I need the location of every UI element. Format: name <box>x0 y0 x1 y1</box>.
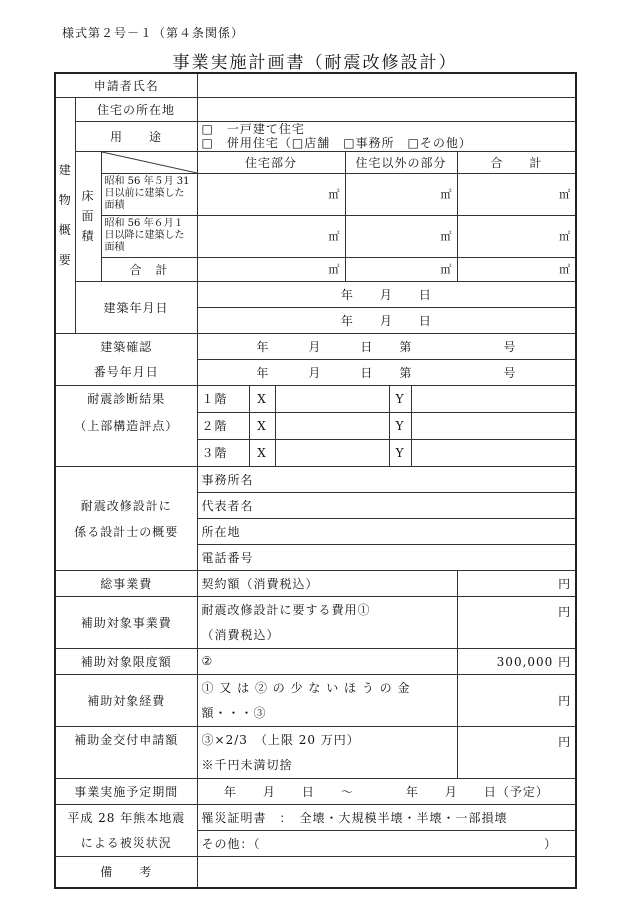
request-text-1: ③×2/3 （上限 20 万円） <box>197 726 457 752</box>
after-non-residential-area[interactable]: ㎡ <box>345 215 457 257</box>
row-after-label: 昭和 56 年６月１日以降に建築した面積 <box>101 215 197 257</box>
built-date-label: 建築年月日 <box>75 281 197 333</box>
remarks-label: 備 考 <box>55 856 197 888</box>
use-options[interactable] <box>197 121 576 151</box>
architect-office-name[interactable]: 事務所名 <box>197 466 576 492</box>
request-label: 補助金交付申請額 <box>55 726 197 752</box>
request-amount[interactable]: 円 <box>457 726 576 778</box>
row-before-label: 昭和 56 年５月 31 日以前に建築した面積 <box>101 173 197 215</box>
architect-representative[interactable]: 代表者名 <box>197 492 576 518</box>
expense-text-2: 額・・・③ <box>197 700 457 726</box>
floor-1-x-label: X <box>249 385 275 412</box>
floor-3-label: ３階 <box>197 439 249 466</box>
total-cost-label: 総事業費 <box>55 570 197 596</box>
built-date-field-2[interactable]: 年 月 日 <box>197 307 576 333</box>
grand-total-area[interactable]: ㎡ <box>457 257 576 281</box>
seismic-label-blank <box>55 439 197 466</box>
expense-amount[interactable]: 円 <box>457 674 576 726</box>
address-label: 住宅の所在地 <box>75 97 197 121</box>
use-option-detached[interactable]: □ 一戸建て住宅 <box>201 122 305 136</box>
use-option-mixed[interactable]: □ 併用住宅（□店舗 □事務所 □その他） <box>201 136 472 150</box>
diagonal-header-cell <box>101 151 197 173</box>
use-label: 用 途 <box>75 121 197 151</box>
floor-2-label: ２階 <box>197 412 249 439</box>
damage-other-field[interactable] <box>197 830 576 856</box>
request-label-blank <box>55 752 197 778</box>
floor-1-y-label: Y <box>389 385 411 412</box>
limit-label: 補助対象限度額 <box>55 648 197 674</box>
damage-other-close: ） <box>544 836 558 851</box>
address-field[interactable] <box>197 97 576 121</box>
floor-3-x-value[interactable] <box>275 439 389 466</box>
architect-label-blank-top <box>55 466 197 492</box>
eligible-cost-text-2: （消費税込） <box>197 622 457 648</box>
total-non-residential-area[interactable]: ㎡ <box>345 257 457 281</box>
before-non-residential-area[interactable]: ㎡ <box>345 173 457 215</box>
total-cost-amount[interactable]: 円 <box>457 570 576 596</box>
floor-1-x-value[interactable] <box>275 385 389 412</box>
row-total-label: 合 計 <box>101 257 197 281</box>
floor-3-y-value[interactable] <box>411 439 576 466</box>
applicant-name-field[interactable] <box>197 73 576 97</box>
before-residential-area[interactable]: ㎡ <box>197 173 345 215</box>
floor-3-y-label: Y <box>389 439 411 466</box>
built-date-field-1[interactable]: 年 月 日 <box>197 281 576 307</box>
architect-label-blank-bottom <box>55 544 197 570</box>
damage-other-label: その他：（ <box>201 836 261 851</box>
eligible-cost-text-1: 耐震改修設計に要する費用① <box>197 596 457 622</box>
floor-2-y-label: Y <box>389 412 411 439</box>
floor-area-label: 床面積 <box>75 151 101 281</box>
eligible-cost-amount[interactable]: 円 <box>457 596 576 648</box>
architect-address[interactable]: 所在地 <box>197 518 576 544</box>
floor-1-label: １階 <box>197 385 249 412</box>
confirmation-field-1[interactable]: 年 月 日 第 号 <box>197 333 576 359</box>
diagonal-line <box>102 152 197 173</box>
floor-1-y-value[interactable] <box>411 385 576 412</box>
col-total-header: 合 計 <box>457 151 576 173</box>
confirmation-field-2[interactable]: 年 月 日 第 号 <box>197 359 576 385</box>
schedule-label: 事業実施予定期間 <box>55 778 197 804</box>
total-residential-area[interactable]: ㎡ <box>197 257 345 281</box>
limit-text: ② <box>197 648 457 674</box>
applicant-name-label: 申請者氏名 <box>55 73 197 97</box>
col-residential-header: 住宅部分 <box>197 151 345 173</box>
floor-3-x-label: X <box>249 439 275 466</box>
eligible-cost-label: 補助対象事業費 <box>55 596 197 648</box>
expense-text-1: ① 又 は ② の 少 な い ほ う の 金 <box>197 674 457 700</box>
confirmation-label-2: 番号年月日 <box>55 359 197 385</box>
floor-2-y-value[interactable] <box>411 412 576 439</box>
confirmation-label-1: 建築確認 <box>55 333 197 359</box>
seismic-label-1: 耐震診断結果 <box>55 385 197 412</box>
form-number: 様式第２号－１（第４条関係） <box>62 26 245 40</box>
damage-label-1: 平成 28 年熊本地震 <box>55 804 197 830</box>
damage-label-2: による被災状況 <box>55 830 197 856</box>
architect-label-1: 耐震改修設計に <box>55 492 197 518</box>
schedule-field[interactable]: 年 月 日 ～ 年 月 日（予定） <box>197 778 576 804</box>
before-total-area[interactable]: ㎡ <box>457 173 576 215</box>
document-title: 事業実施計画書（耐震改修設計） <box>172 53 458 73</box>
total-cost-text: 契約額（消費税込） <box>197 570 457 596</box>
architect-phone[interactable]: 電話番号 <box>197 544 576 570</box>
remarks-field[interactable] <box>197 856 576 888</box>
expense-label: 補助対象経費 <box>55 674 197 726</box>
limit-amount: 300,000 円 <box>457 648 576 674</box>
after-total-area[interactable]: ㎡ <box>457 215 576 257</box>
after-residential-area[interactable]: ㎡ <box>197 215 345 257</box>
col-non-residential-header: 住宅以外の部分 <box>345 151 457 173</box>
request-text-2: ※千円未満切捨 <box>197 752 457 778</box>
architect-label-2: 係る設計士の概要 <box>55 518 197 544</box>
application-form-table <box>54 72 577 889</box>
damage-certificate-options[interactable]: 罹災証明書 ： 全壊・大規模半壊・半壊・一部損壊 <box>197 804 576 830</box>
seismic-label-2: （上部構造評点） <box>55 412 197 439</box>
floor-2-x-value[interactable] <box>275 412 389 439</box>
building-overview-label: 建物概要 <box>55 97 75 333</box>
floor-2-x-label: X <box>249 412 275 439</box>
